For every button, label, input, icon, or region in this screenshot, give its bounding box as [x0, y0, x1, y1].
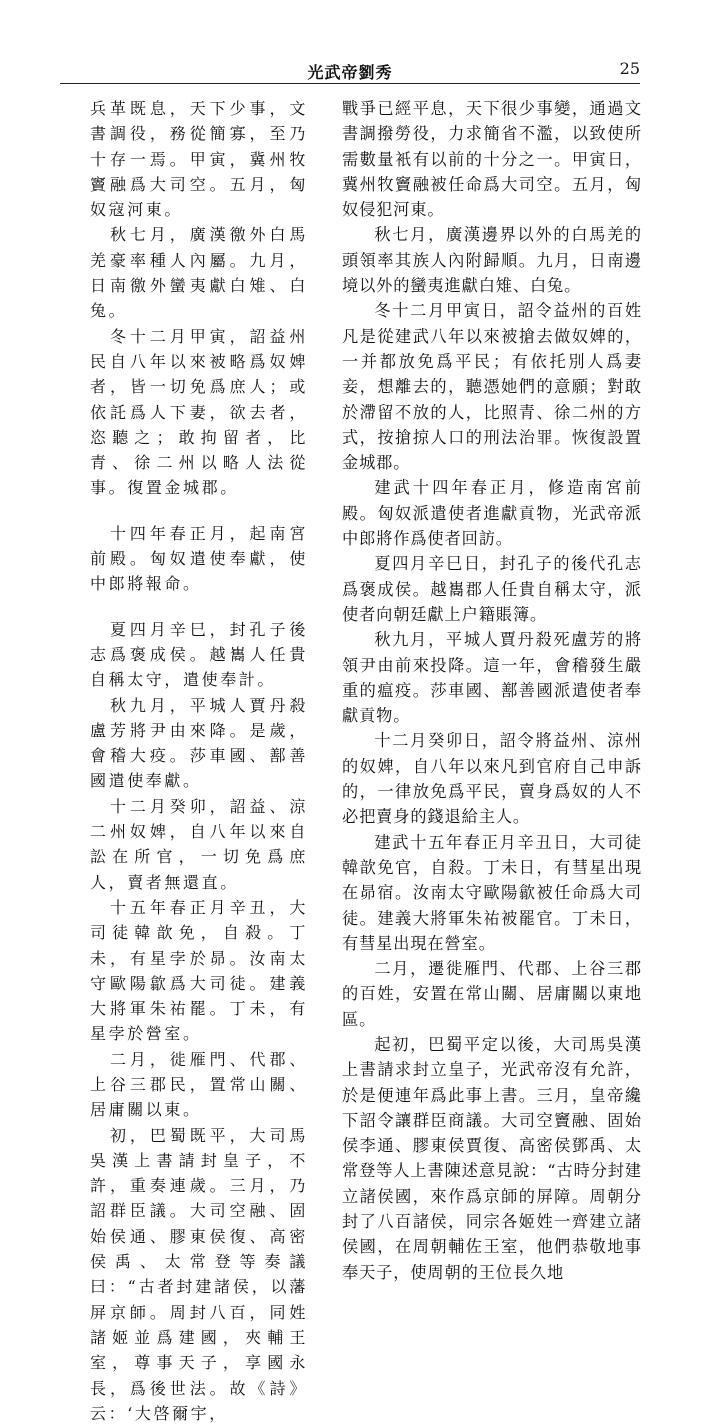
page-number: 25 [619, 59, 640, 78]
original-paragraph: 秋九月，平城人賈丹殺盧芳將尹由來降。是歲，會稽大疫。莎車國、鄯善國遣使奉獻。 [90, 695, 308, 791]
translation-paragraph: 秋七月，廣漢邊界以外的白馬羌的頭領率其族人內附歸順。九月，日南邊境以外的蠻夷進獻白雉、白兔。 [342, 225, 642, 296]
original-paragraph: 初，巴蜀既平，大司馬吳漢上書請封皇子，不許，重奏連歲。三月，乃詔群臣議。大司空融、固始侯通、膠東侯復、高密侯禹、太常登等奏議曰：“古者封建諸侯，以藩屏京師。周封八百，同姓諸姬並爲建國，夾輔王室，尊事天子，享國永長，爲後世法。故《詩》云：‘大啓爾宇， [90, 1125, 308, 1423]
original-paragraph: 十二月癸卯，詔益、涼二州奴婢，自八年以來自訟在所官，一切免爲庶人，賣者無還直。 [90, 796, 308, 892]
translation-paragraph: 冬十二月甲寅日，詔令益州的百姓凡是從建武八年以來被搶去做奴婢的，一并都放免爲平民；有依托別人爲妻妾，想離去的，聽憑她們的意願；對敢於滯留不放的人，比照青、徐二州的方式，按搶掠人口的刑法治罪。恢復設置金城郡。 [342, 301, 642, 473]
original-paragraph: 秋七月，廣漢徼外白馬羌豪率種人內屬。九月，日南徼外蠻夷獻白雉、白兔。 [90, 225, 308, 321]
translation-paragraph: 十二月癸卯日，詔令將益州、涼州的奴婢，自八年以來凡到官府自己申訴的，一律放免爲平民，賣身爲奴的人不必把賣身的錢退給主人。 [342, 731, 642, 827]
original-text-column [90, 96, 308, 1423]
original-paragraph: 十五年春正月辛丑，大司徒韓歆免，自殺。丁未，有星孛於昴。汝南太守歐陽歙爲大司徒。建義大將軍朱祐罷。丁未，有星孛於營室。 [90, 897, 308, 1044]
original-paragraph: 二月，徙雁門、代郡、上谷三郡民，置常山關、居庸關以東。 [90, 1049, 308, 1120]
translation-paragraph: 二月，遷徙雁門、代郡、上谷三郡的百姓，安置在常山關、居庸關以東地區。 [342, 959, 642, 1029]
header-rule [60, 83, 640, 84]
translation-paragraph: 起初，巴蜀平定以後，大司馬吳漢上書請求封立皇子，光武帝沒有允許，於是便連年爲此事上書。三月，皇帝纔下詔令讓群臣商議。大司空竇融、固始侯李通、膠東侯賈復、高密侯鄧禹、太常登等人上書陳述意見說：“古時分封建立諸侯國，來作爲京師的屏障。周朝分封了八百諸侯，同宗各姬姓一齊建立諸侯國，在周朝輔佐王室，他們恭敬地事奉天子，使周朝的王位長久地 [342, 1034, 642, 1282]
original-paragraph: 夏四月辛巳，封孔子後志爲褒成侯。越巂人任貴自稱太守，遣使奉計。 [90, 619, 308, 690]
translation-column [342, 96, 642, 1282]
original-paragraph: 十四年春正月，起南宮前殿。匈奴遣使奉獻，使中郎將報命。 [90, 523, 308, 594]
translation-paragraph: 建武十五年春正月辛丑日，大司徒韓歆免官，自殺。丁未日，有彗星出現在昴宿。汝南太守歐陽歙被任命爲大司徒。建義大將軍朱祐被罷官。丁未日，有彗星出現在營室。 [342, 832, 642, 953]
translation-paragraph: 建武十四年春正月，修造南宮前殿。匈奴派遣使者進獻貢物，光武帝派中郎將作爲使者回訪。 [342, 478, 642, 549]
running-title: 光武帝劉秀 [307, 63, 393, 82]
original-paragraph: 兵革既息，天下少事，文書調役，務從簡寡，至乃十存一焉。甲寅，冀州牧竇融爲大司空。五月，匈奴寇河東。 [90, 99, 308, 220]
translation-paragraph: 夏四月辛巳日，封孔子的後代孔志爲褒成侯。越巂郡人任貴自稱太守，派使者向朝廷獻上户籍賬簿。 [342, 554, 642, 624]
page-header [60, 56, 640, 82]
translation-paragraph: 戰爭已經平息，天下很少事變，通過文書調撥勞役，力求簡省不濫，以致使所需數量衹有以前的十分之一。甲寅日，冀州牧竇融被任命爲大司空。五月，匈奴侵犯河東。 [342, 99, 642, 220]
translation-paragraph: 秋九月，平城人賈丹殺死盧芳的將領尹由前來投降。這一年，會稽發生嚴重的瘟疫。莎車國、鄯善國派遣使者奉獻貢物。 [342, 630, 642, 726]
original-paragraph: 冬十二月甲寅，詔益州民自八年以來被略爲奴婢者，皆一切免爲庶人；或依託爲人下妻，欲去者，恣聽之；敢拘留者，比青、徐二州以略人法從事。復置金城郡。 [90, 326, 308, 498]
